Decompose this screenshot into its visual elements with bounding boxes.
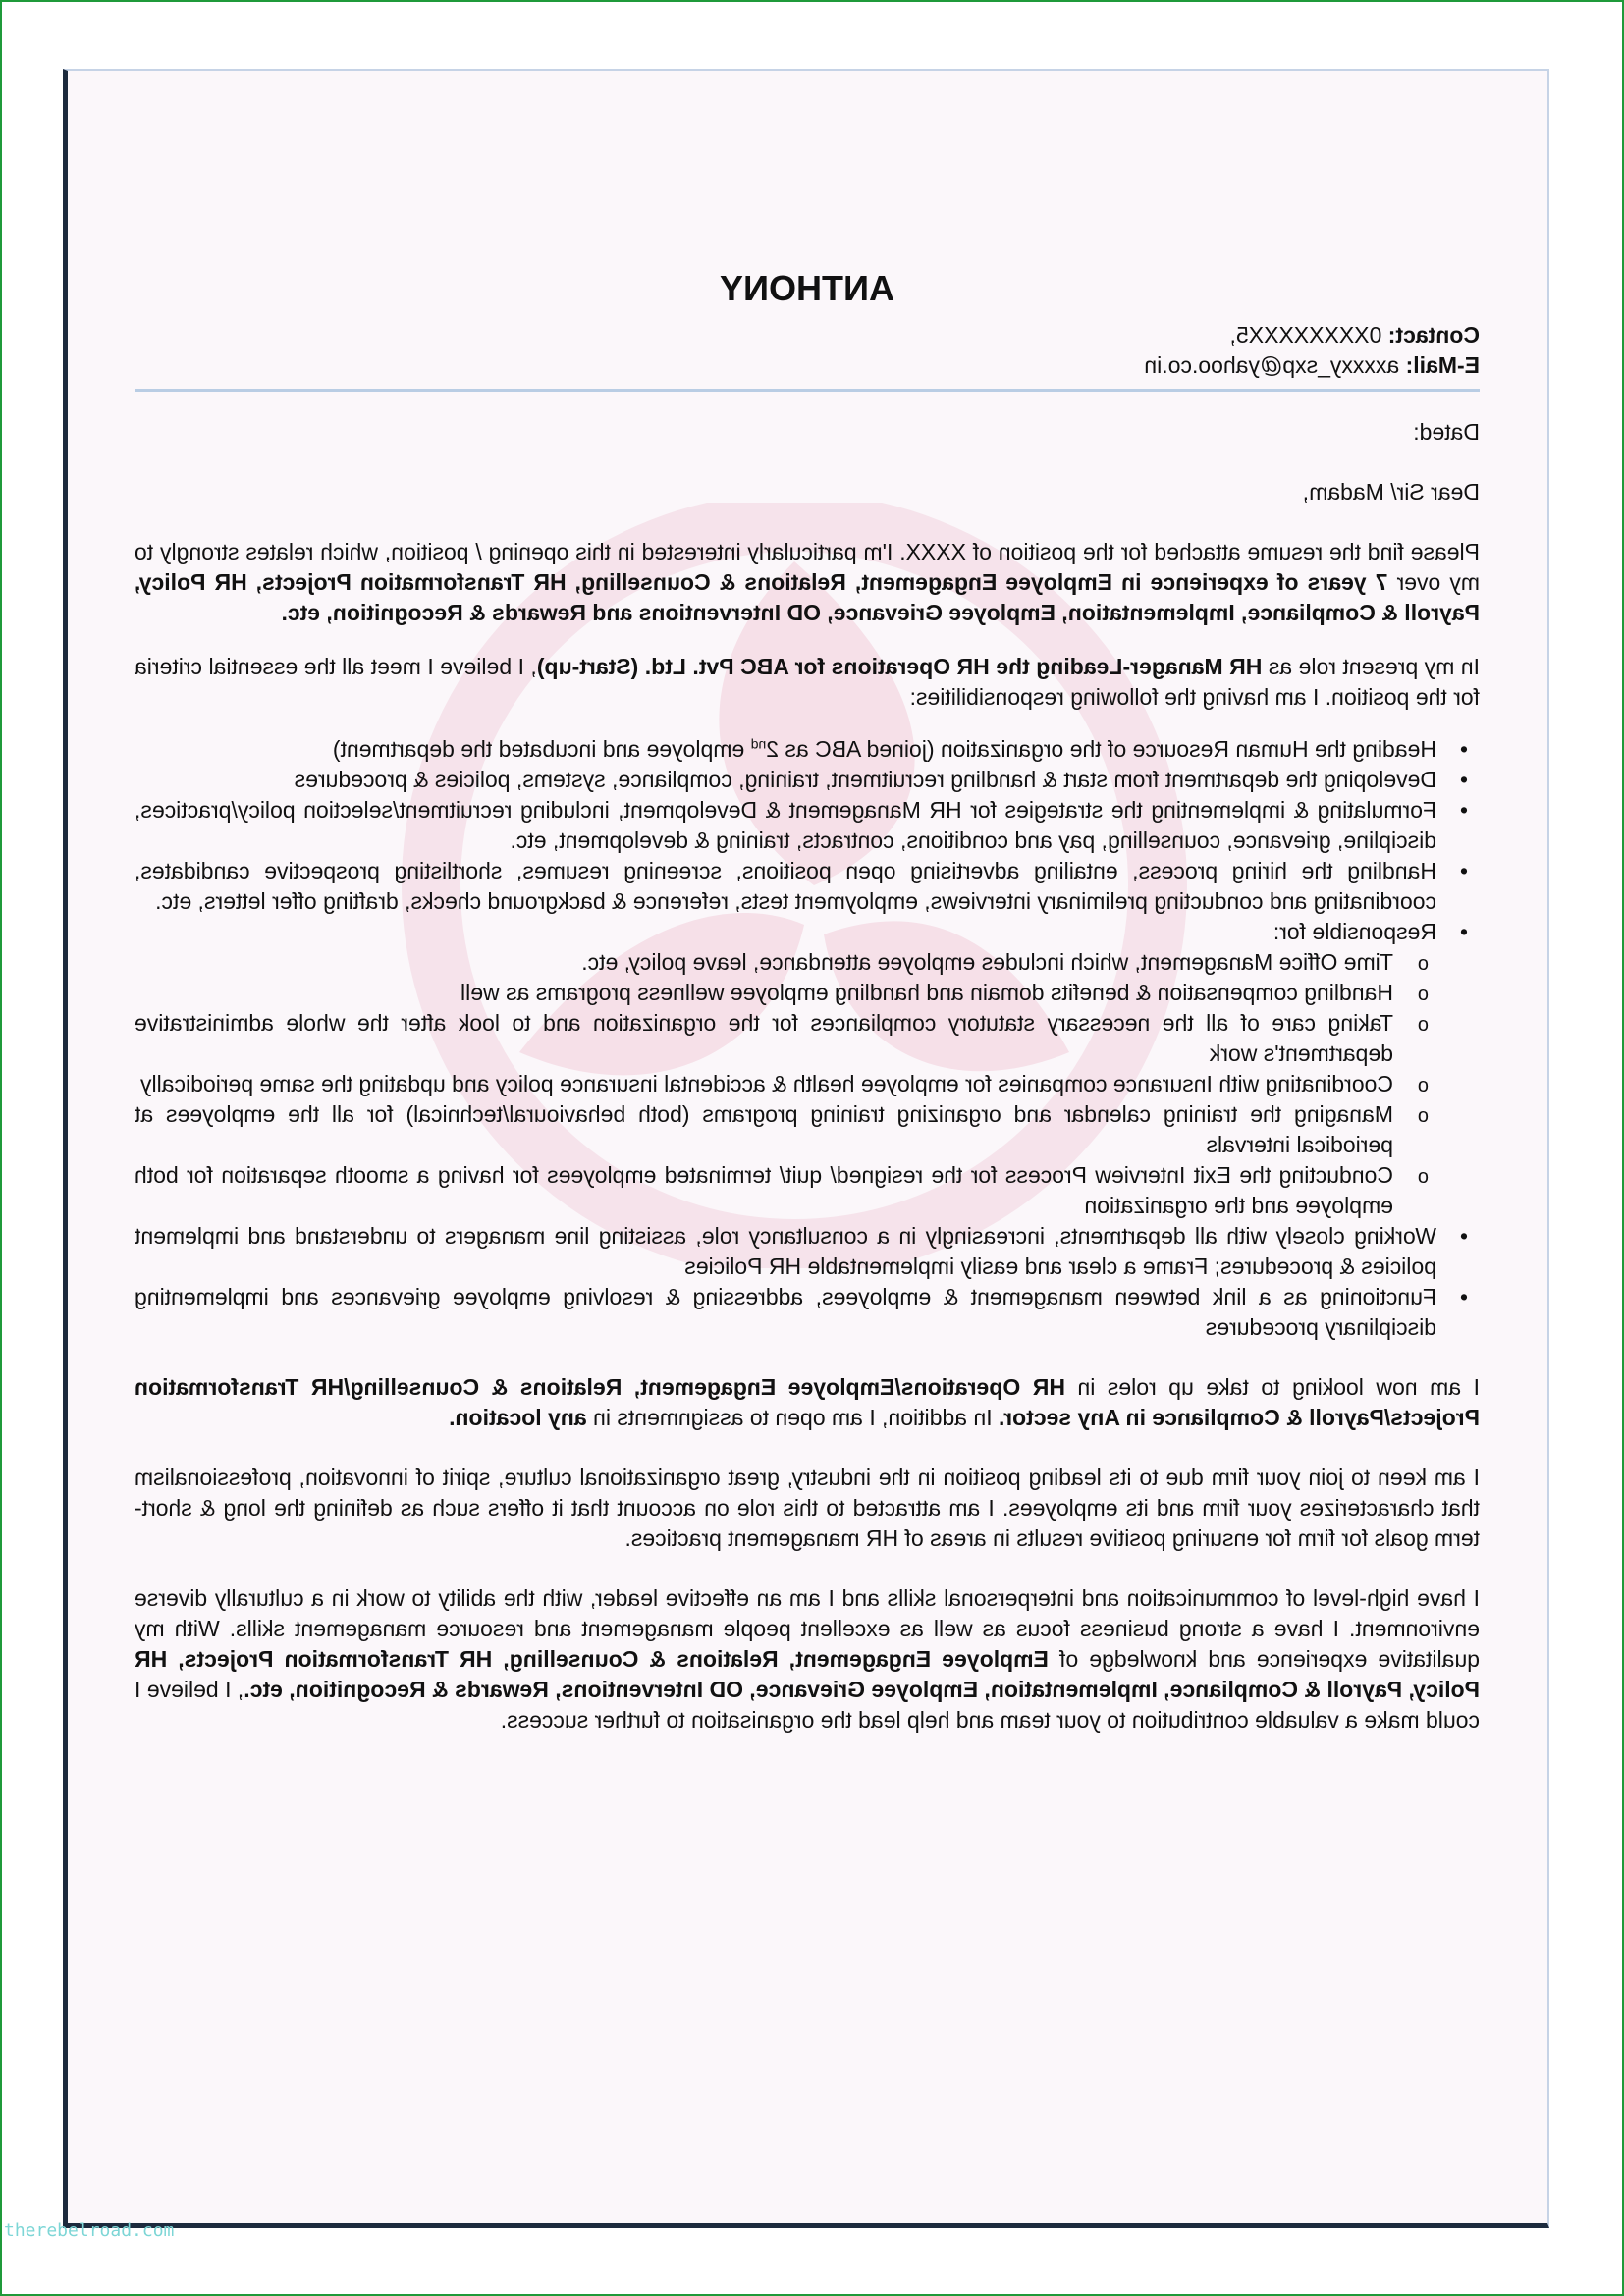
mirrored-letter [68,71,1554,2230]
contact-line [135,320,1480,350]
sub-list-item: o Taking care of all the necessary statutory compliances for the organization and to look after the whole administrative department's work [135,1008,1436,1069]
list-item: • Working closely with all departments, increasingly in a consultancy role, assisting line managers to understand and implement policies & procedures; Frame a clear and easily implementable HR Policies [135,1221,1480,1282]
document-page [63,69,1549,2228]
sub-list-item: o Handling compensation & benefits domain and handling employee wellness programs as well [135,978,1436,1008]
dated-line: Dated: [1413,419,1480,445]
list-item: • Formulating & implementing the strategies for HR Management & Development, including recruitment/selection policy/practices, discipline, grievance, counselling, pay and conditions, contracts, training & development, etc. [135,795,1480,856]
list-item: • Responsible for: o Time Office Management, which includes employee attendance, leave policy, etc. o Handling compensation & benefits domain and handling employee wellness programs as well o Taking care of all the necessary statutory compliances for the organization and to look after the whole administrative department's work o Coordinating with Insurance companies for employee health & accidental insurance policy and updating the same periodically o Managing the training calendar and organizing training programs (both behavioural/technical) for all the employees at periodical intervals o Conducting the Exit Interview Process for the resigned/ quit/ terminated employees for having a smooth separation for both employee and the organization [135,917,1480,1221]
sub-list-item: o Time Office Management, which includes employee attendance, leave policy, etc. [135,947,1436,978]
salutation: Dear Sir/ Madam, [1302,479,1480,505]
looking-paragraph: I am now looking to take up roles in HR Operations/Employee Engagement, Relations & Counselling/HR Transformation Projects/Payroll & Compliance in Any sector. In addition, I am open to assignments in any location. [135,1374,1480,1430]
site-watermark: therebelroad.com [4,2220,175,2241]
list-item: • Developing the department from start & handling recruitment, training, compliance, systems, policies & procedures [135,765,1480,795]
sub-list-item: o Coordinating with Insurance companies for employee health & accidental insurance policy and updating the same periodically [135,1069,1436,1099]
applicant-name: ANTHONY [720,268,894,308]
responsibilities-list [135,734,1480,1343]
intro-paragraph: Please find the resume attached for the position of XXXX. I'm particularly interested in this opening / position, which relates strongly to my over 7 years of experience in Employee Engagement, Relations & Counselling, HR Transformation Projects, HR Policy, Payroll & Compliance, Implementation, Employee Grievance, OD Interventions and Rewards & Recognition, etc. [135,539,1480,625]
contact-label: Contact: [1387,322,1480,347]
sub-list [135,947,1436,1221]
email-label: E-Mail: [1405,352,1480,378]
present-role-paragraph: In my present role as HR Manager-Leading the HR Operations for ABC Pvt. Ltd. (Start-up), I believe I meet all the essential criteria for the position. I am having the following responsibilities: [134,654,1480,710]
list-item: • Functioning as a link between management & employees, addressing & resolving employee grievances and implementing disciplinary procedures [135,1282,1480,1343]
list-item: • Heading the Human Resource of the organization (joined ABC as 2nd employee and incubated the department) [135,734,1480,765]
header-divider [135,389,1480,392]
list-item: • Handling the hiring process, entailing advertising open positions, screening resumes, shortlisting prospective candidates, coordinating and conducting preliminary interviews, employment tests, reference & background checks, drafting offer letters, etc. [135,856,1480,917]
email-value: axxxxy_sxp@yahoo.co.in [1144,352,1406,378]
keen-paragraph: I am keen to join your firm due to its leading position in the industry, great organizational culture, spirit of innovation, professionalism that characterizes your firm and its employees. I am attracted to this role on account that it offers such as defining the long & short-term goals for firm for ensuring positive results in areas of HR management practices. [135,1465,1480,1551]
contact-value: 0XXXXXXXX5, [1229,322,1388,347]
closing-paragraph: I have high-level of communication and interpersonal skills and I am an effective leader, with the ability to work in a culturally diverse environment. I have a strong business focus as well as excellent people management and resource management skills. With my qualitative experience and knowledge of Employee Engagement, Relations & Counselling, HR Transformation Projects, HR Policy, Payroll & Compliance, Implementation, Employee Grievance, OD Interventions, Rewards & Recognition, etc., I believe I could make a valuable contribution to your team and help lead the organisation to further success. [134,1585,1480,1733]
sub-list-item: o Conducting the Exit Interview Process for the resigned/ quit/ terminated employees for having a smooth separation for both employee and the organization [135,1160,1436,1221]
email-line [135,350,1480,381]
sub-list-item: o Managing the training calendar and organizing training programs (both behavioural/technical) for all the employees at periodical intervals [135,1099,1436,1160]
letter-body [135,267,1480,1735]
